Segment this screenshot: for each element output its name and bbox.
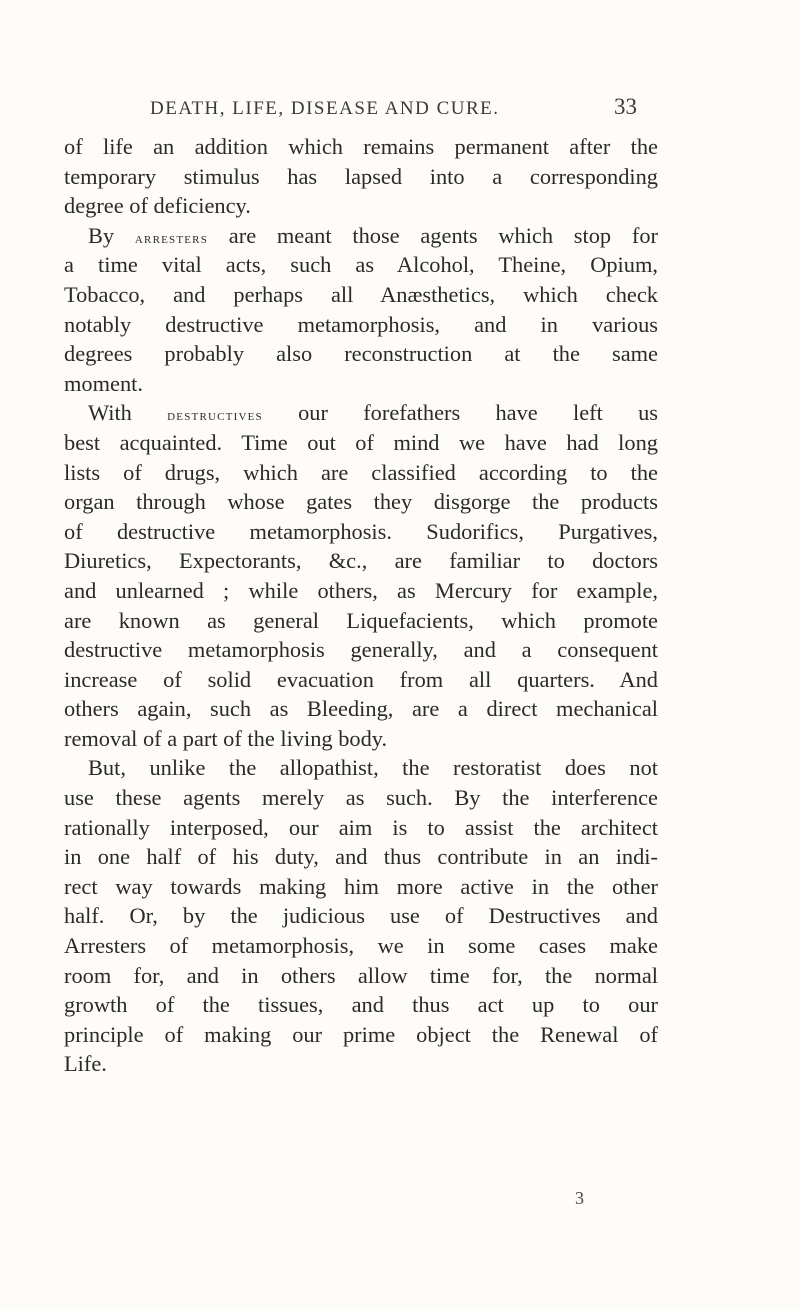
text-line: of life an addition which remains permanent after the — [64, 134, 658, 159]
text-line: temporary stimulus has lapsed into a corresponding — [64, 163, 658, 189]
text-line: are known as general Liquefacients, which promote — [64, 607, 658, 633]
text-line: moment. — [64, 370, 143, 396]
text-line — [64, 221, 658, 251]
page-number: 33 — [614, 94, 637, 119]
text-line: best acquainted. Time out of mind we have had long — [64, 429, 658, 455]
line-rest: our forefathers have left us — [262, 400, 658, 426]
text-line: use these agents merely as such. By the interference — [64, 785, 658, 811]
text-line: But, unlike the allopathist, the restoratist does not — [88, 755, 658, 781]
text-line: increase of solid evacuation from all quarters. And — [64, 666, 658, 692]
text-line: half. Or, by the judicious use of Destructives and — [64, 903, 658, 929]
text-line: others again, such as Bleeding, are a direct mechanical — [64, 696, 658, 722]
text-line: removal of a part of the living body. — [64, 725, 388, 751]
running-head: DEATH, LIFE, DISEASE AND CURE. — [150, 98, 500, 119]
line-rest: are meant those agents which stop for — [208, 222, 658, 248]
text-line: principle of making our prime object the Renewal of — [64, 1021, 658, 1047]
text-line: organ through whose gates they disgorge the products — [64, 489, 658, 515]
text-line: Arresters of metamorphosis, we in some cases make — [64, 933, 658, 959]
text-line: growth of the tissues, and thus act up to our — [64, 992, 658, 1018]
line-lead: With — [88, 400, 168, 426]
line-lead: By — [88, 222, 135, 248]
text-line: degrees probably also reconstruction at the same — [64, 341, 658, 367]
text-line: a time vital acts, such as Alcohol, Theine, Opium, — [64, 252, 658, 278]
term-destructives: destructives — [167, 407, 263, 425]
term-arresters: arresters — [134, 229, 209, 247]
text-line: room for, and in others allow time for, the normal — [64, 962, 658, 988]
text-line: and unlearned ; while others, as Mercury for example, — [64, 577, 658, 603]
text-line: notably destructive metamorphosis, and in various — [64, 311, 658, 337]
text-line: Diuretics, Expectorants, &c., are familiar to doctors — [64, 548, 658, 574]
text-line: degree of deficiency. — [64, 193, 251, 219]
text-line: Tobacco, and perhaps all Anæsthetics, which check — [64, 281, 658, 307]
signature-mark: 3 — [575, 1188, 584, 1208]
body-text — [64, 132, 658, 1079]
text-line: destructive metamorphosis generally, and a consequent — [64, 637, 658, 663]
text-line — [64, 398, 658, 428]
text-line: lists of drugs, which are classified according to the — [64, 459, 658, 485]
text-line: in one half of his duty, and thus contribute in an indi- — [64, 844, 658, 870]
text-line: of destructive metamorphosis. Sudorifics, Purgatives, — [64, 518, 658, 544]
text-line: rect way towards making him more active in the other — [64, 873, 658, 899]
text-line: Life. — [64, 1051, 107, 1077]
text-line: rationally interposed, our aim is to assist the architect — [64, 814, 658, 840]
